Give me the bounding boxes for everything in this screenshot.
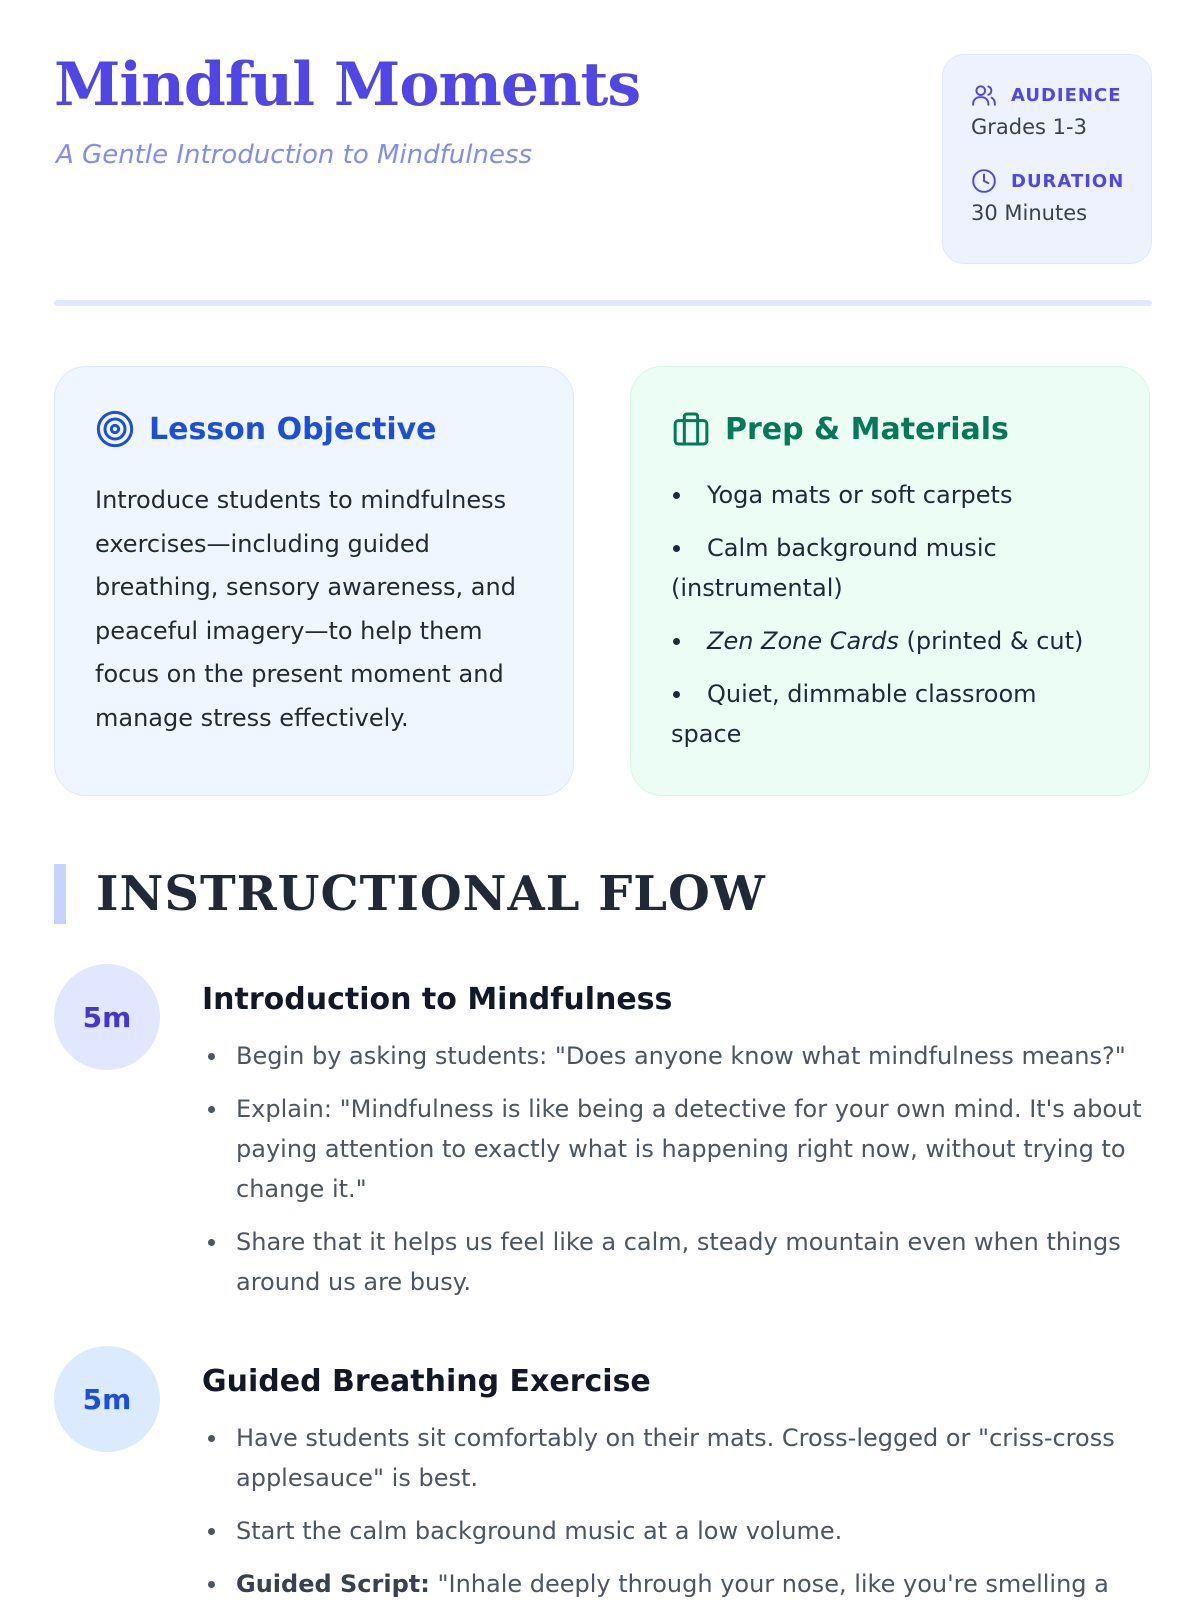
flow-heading bbox=[54, 864, 766, 924]
meta-box bbox=[942, 54, 1152, 264]
audience-label bbox=[971, 81, 1122, 109]
list-item: Yoga mats or soft carpets bbox=[671, 475, 1111, 515]
users-icon bbox=[971, 82, 997, 108]
list-item: Explain: "Mindfulness is like being a detective for your own mind. It's about paying attention to exactly what is happening right now, without trying to change it." bbox=[202, 1089, 1152, 1209]
step-title: Introduction to Mindfulness bbox=[202, 982, 673, 1017]
step-duration-badge: 5m bbox=[54, 964, 160, 1070]
briefcase-icon bbox=[671, 409, 711, 449]
list-item: Quiet, dimmable classroom space bbox=[671, 674, 1111, 754]
flow-accent-bar bbox=[54, 864, 66, 924]
target-icon bbox=[95, 409, 135, 449]
header bbox=[54, 0, 1152, 306]
duration-group bbox=[971, 167, 1124, 225]
step-list bbox=[202, 1036, 1152, 1315]
audience-group bbox=[971, 81, 1122, 139]
list-item: Calm background music (instrumental) bbox=[671, 528, 1111, 608]
materials-heading bbox=[671, 407, 1009, 451]
objective-text: Introduce students to mindfulness exercises—including guided breathing, sensory awareness, and peaceful imagery—to help them focus on the present moment and manage stress effectively. bbox=[95, 486, 516, 732]
flow-heading-text: INSTRUCTIONAL FLOW bbox=[96, 866, 766, 922]
page-subtitle: A Gentle Introduction to Mindfulness bbox=[56, 140, 533, 170]
objective-heading-text: Lesson Objective bbox=[149, 411, 437, 447]
step-list bbox=[202, 1418, 1152, 1600]
list-item: Start the calm background music at a low volume. bbox=[202, 1511, 1152, 1551]
list-item: Zen Zone Cards (printed & cut) bbox=[671, 621, 1111, 661]
audience-label-text: AUDIENCE bbox=[1011, 84, 1122, 106]
guided-script-label: Guided Script: bbox=[236, 1570, 430, 1598]
duration-label-text: DURATION bbox=[1011, 170, 1125, 192]
list-item: Guided Script: "Inhale deeply through your nose, like you're smelling a bbox=[202, 1564, 1152, 1600]
step-title: Guided Breathing Exercise bbox=[202, 1364, 651, 1399]
lesson-plan-page bbox=[54, 0, 1152, 1600]
audience-value: Grades 1-3 bbox=[971, 115, 1087, 139]
list-item: Share that it helps us feel like a calm, steady mountain even when things around us are busy. bbox=[202, 1222, 1152, 1302]
step-duration-badge: 5m bbox=[54, 1346, 160, 1452]
materials-card bbox=[630, 366, 1150, 796]
header-divider bbox=[54, 300, 1152, 306]
page-title: Mindful Moments bbox=[54, 50, 641, 120]
list-item: Begin by asking students: "Does anyone know what mindfulness means?" bbox=[202, 1036, 1152, 1076]
list-item: Have students sit comfortably on their mats. Cross-legged or "criss-cross applesauce" is best. bbox=[202, 1418, 1152, 1498]
objective-card bbox=[54, 366, 574, 796]
zen-zone-cards-emphasis: Zen Zone Cards bbox=[707, 627, 899, 655]
objective-heading bbox=[95, 407, 437, 451]
materials-heading-text: Prep & Materials bbox=[725, 411, 1009, 447]
duration-label bbox=[971, 167, 1124, 195]
materials-list bbox=[671, 475, 1111, 767]
duration-value: 30 Minutes bbox=[971, 201, 1088, 225]
clock-icon bbox=[971, 168, 997, 194]
